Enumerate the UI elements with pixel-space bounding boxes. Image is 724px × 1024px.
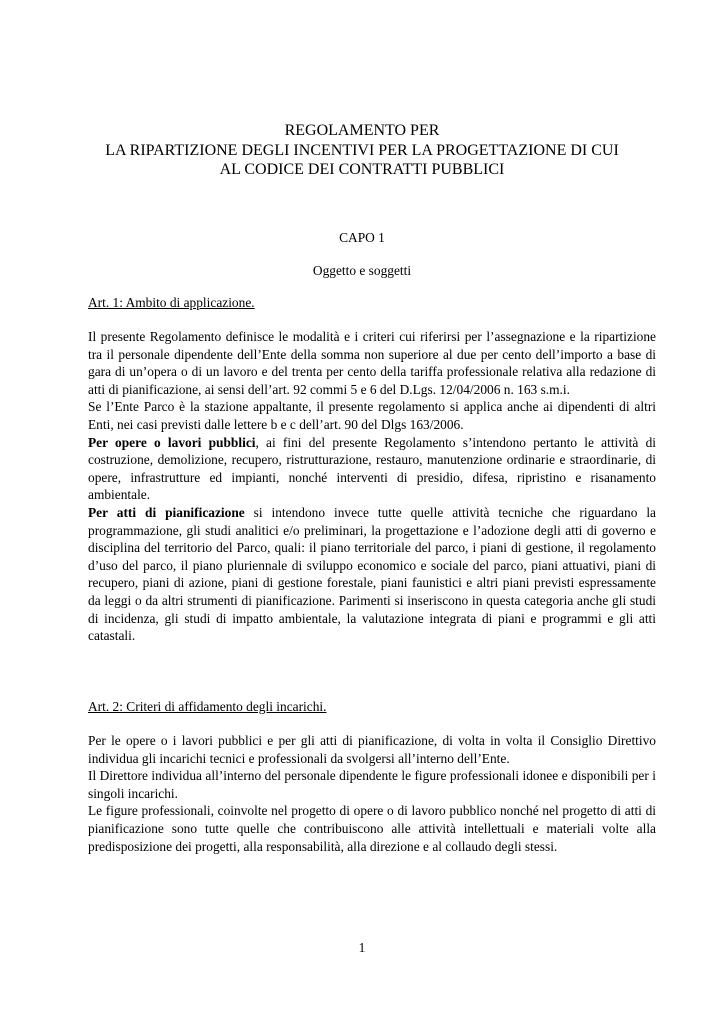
chapter-heading: CAPO 1 xyxy=(339,230,385,245)
chapter-subject: Oggetto e soggetti xyxy=(312,263,412,278)
title-line: REGOLAMENTO PER xyxy=(284,122,440,139)
document-title xyxy=(60,121,664,180)
paragraph: Se l’Ente Parco è la stazione appaltante, il presente regolamento si applica anche ai dipendenti di altri Enti, nei casi previsti dalle lettere b e c dell’art. 90 del Dlgs 163/2006. xyxy=(88,399,656,432)
paragraph: Per le opere o i lavori pubblici e per gli atti di pianificazione, di volta in volta il Consiglio Direttivo individua gli incarichi tecnici e professionali da svolgersi all’interno dell’Ente. xyxy=(88,733,656,766)
article-2-heading: Art. 2: Criteri di affidamento degli incarichi. xyxy=(88,699,327,714)
title-line: AL CODICE DEI CONTRATTI PUBBLICI xyxy=(219,161,505,178)
bold-term: Per opere o lavori pubblici xyxy=(88,434,256,450)
paragraph: Per atti di pianificazione si intendono invece tutte quelle attività tecniche che riguardano la programmazione, gli studi analitici e/o preliminari, la progettazione e l’adozione degli atti di governo e disciplina del territorio del Parco, quali: il piano territoriale del parco, i piani di gestione, il regolamento d’uso del parco, il piano pluriennale di sviluppo economico e sociale del parco, piani attuativi, piani di recupero, piani di azione, piani di gestione forestale, piani faunistici e altri piani previsti espressamente da leggi o da altri strumenti di pianificazione. Parimenti si inseriscono in questa categoria anche gli studi di incidenza, gli studi di impatto ambientale, la valutazione integrata di piani e programmi e gli atti catastali. xyxy=(88,504,656,644)
article-2-body xyxy=(88,732,656,855)
article-1-heading: Art. 1: Ambito di applicazione. xyxy=(88,295,255,310)
paragraph: Le figure professionali, coinvolte nel progetto di opere o di lavoro pubblico nonché nel progetto di atti di pianificazione sono tutte quelle che contribuiscono alle attività intellettuali e materiali volte alla predisposizione dei progetti, alla responsabilità, alla direzione e al collaudo degli stessi. xyxy=(88,803,656,854)
paragraph: Per opere o lavori pubblici, ai fini del presente Regolamento s’intendono pertanto le attività di costruzione, demolizione, recupero, ristrutturazione, restauro, manutenzione ordinarie e straordinarie, di opere, infrastrutture ed impianti, nonché interventi di presidio, difesa, ripristino e risanamento ambientale. xyxy=(88,434,656,503)
article-1-body xyxy=(88,328,656,645)
page-number: 1 xyxy=(358,940,366,955)
paragraph: Il Direttore individua all’interno del personale dipendente le figure professionali idonee e disponibili per i singoli incarichi. xyxy=(88,768,656,801)
title-line: LA RIPARTIZIONE DEGLI INCENTIVI PER LA PROGETTAZIONE DI CUI xyxy=(105,141,619,159)
bold-term: Per atti di pianificazione xyxy=(88,504,245,520)
paragraph: Il presente Regolamento definisce le modalità e i criteri cui riferirsi per l’assegnazione e la ripartizione tra il personale dipendente dell’Ente della somma non superiore al due per cento dell’importo a base di gara di un’opera o di un lavoro e del trenta per cento della tariffa professionale relativa alla redazione di atti di pianificazione, ai sensi dell’art. 92 commi 5 e 6 del D.Lgs. 12/04/2006 n. 163 s.m.i. xyxy=(88,329,656,397)
